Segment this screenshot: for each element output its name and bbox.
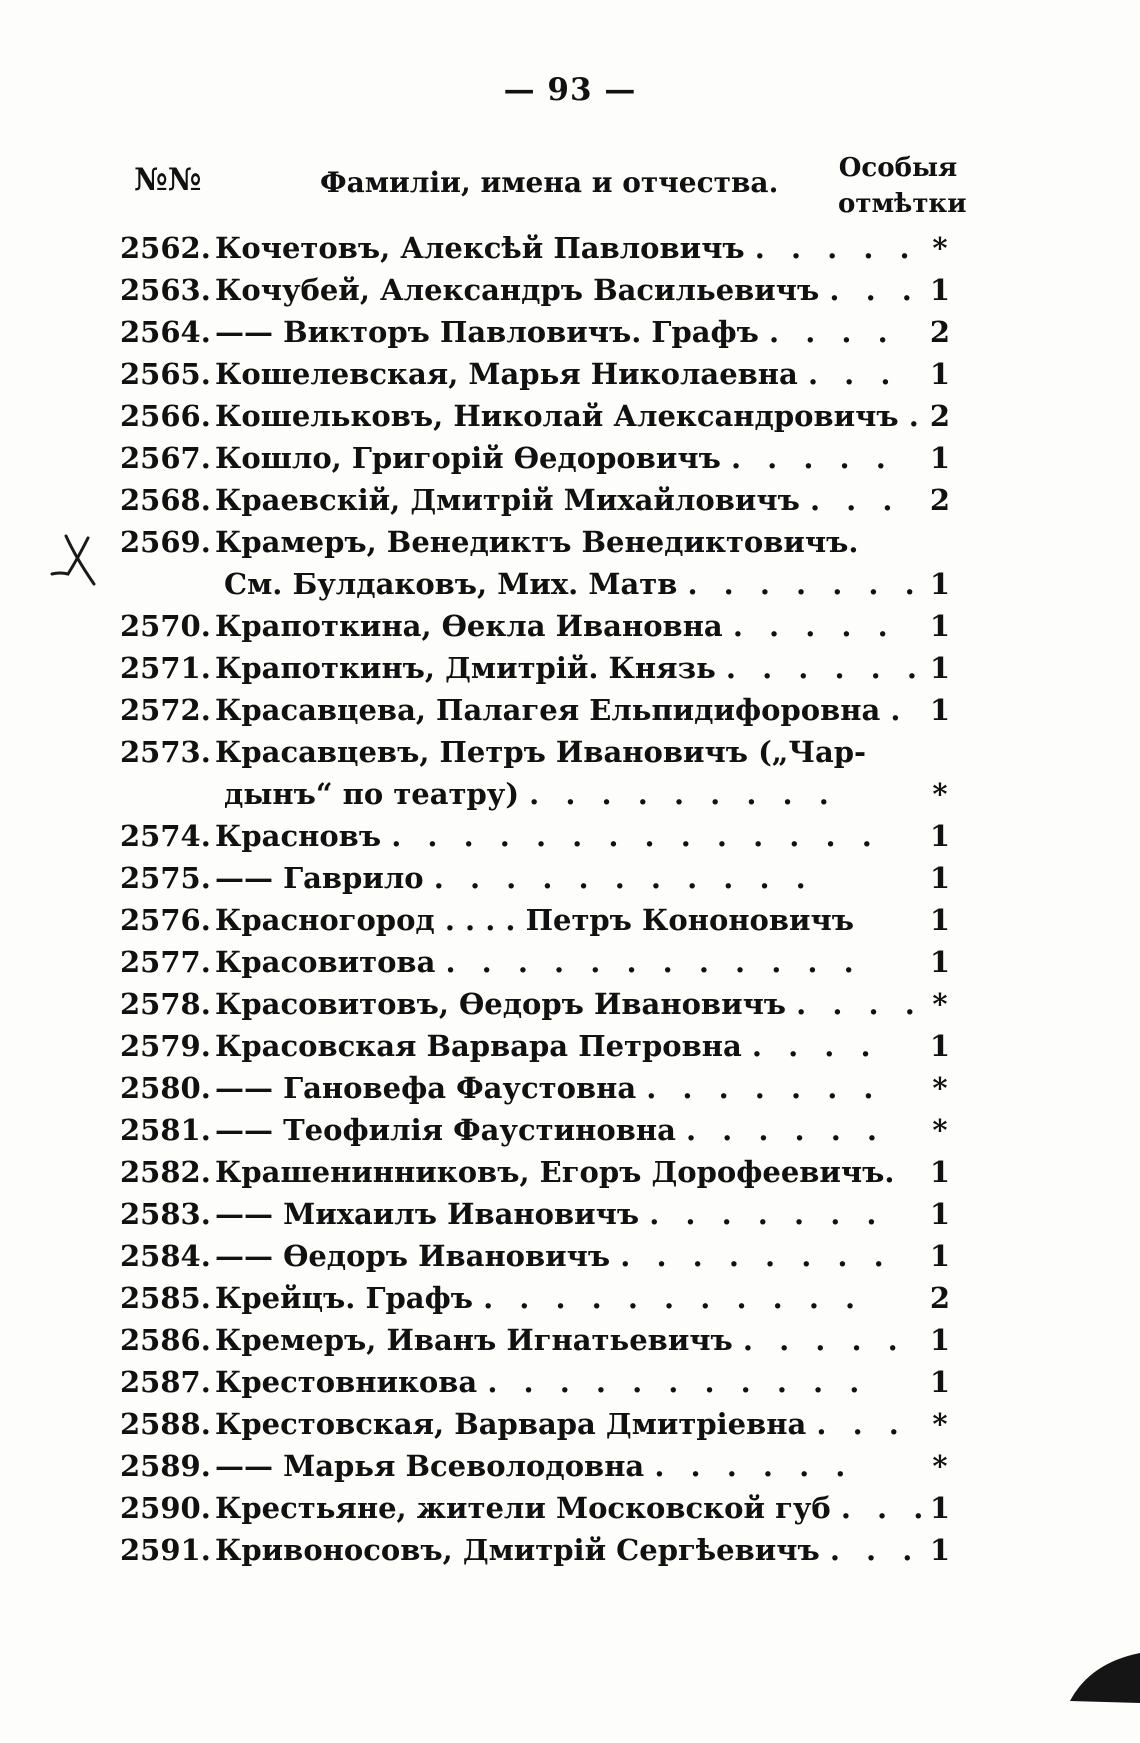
entry-number: 2570. <box>120 609 211 643</box>
entry-number: 2584. <box>120 1239 211 1273</box>
entry-name <box>215 1193 905 1235</box>
list-item <box>120 395 960 437</box>
entry-name <box>215 1151 905 1193</box>
entry-number: 2567. <box>120 441 211 475</box>
entry-mark: 2 <box>929 1281 951 1315</box>
entry-name <box>215 815 905 857</box>
page-number: — 93 — <box>503 72 637 108</box>
list-item <box>120 1529 960 1571</box>
entry-number: 2568. <box>120 483 211 517</box>
entry-number: 2572. <box>120 693 211 727</box>
list-item <box>120 983 960 1025</box>
entry-name <box>215 1067 905 1109</box>
entry-number: 2588. <box>120 1407 211 1441</box>
entry-name-text: Крамеръ, Венедиктъ Венедиктовичъ. <box>215 525 859 559</box>
entry-name-text: Красавцевъ, Петръ Ивановичъ („Чар- <box>215 735 867 769</box>
entry-mark: 1 <box>929 861 951 895</box>
dot-leader: . . . . . . . <box>649 1197 885 1231</box>
list-item <box>120 1193 960 1235</box>
entry-number: 2580. <box>120 1071 211 1105</box>
entry-name <box>215 1445 905 1487</box>
entry-name-text: Красновъ <box>215 819 382 853</box>
list-item <box>120 353 960 395</box>
dot-leader: . . . <box>840 1491 932 1525</box>
dot-leader: . . . . . . . . . . . . <box>445 945 862 979</box>
entry-mark: 1 <box>929 609 951 643</box>
column-header-number: №№ <box>134 162 202 198</box>
dot-leader: . . . . . . <box>654 1449 854 1483</box>
entry-name <box>215 899 905 941</box>
entry-mark: 1 <box>929 693 951 727</box>
entry-mark: 1 <box>929 273 951 307</box>
list-item <box>120 1067 960 1109</box>
entry-name-text: Кошельковъ, Николай Александровичъ <box>215 399 899 433</box>
dot-leader: . . . . . <box>730 441 894 475</box>
entry-name-text: Красовитовъ, Өедоръ Ивановичъ <box>215 987 787 1021</box>
list-item <box>120 1487 960 1529</box>
entry-mark: * <box>932 777 948 811</box>
entry-name-text: Краевскій, Дмитрій Михайловичъ <box>215 483 800 517</box>
list-item <box>120 899 960 941</box>
ink-blot-icon <box>1060 1643 1140 1703</box>
dot-leader: . . . . . . . . . . . <box>433 861 814 895</box>
entry-name <box>215 227 918 269</box>
dot-leader: . . . <box>816 1407 907 1441</box>
dot-leader: . . . . . . . . <box>620 1239 892 1273</box>
dot-leader: . <box>908 399 927 433</box>
column-header-marks-line2: отмѣтки <box>838 189 967 219</box>
entry-mark: 1 <box>929 1239 951 1273</box>
list-item <box>120 815 960 857</box>
entry-name-text: —— Теофилія Фаустиновна <box>215 1113 676 1147</box>
dot-leader: . . . . <box>796 987 923 1021</box>
entry-number: 2591. <box>120 1533 211 1567</box>
entry-name-text: дынъ“ по театру) <box>224 777 520 811</box>
entry-name <box>215 941 905 983</box>
entry-number: 2579. <box>120 1029 211 1063</box>
list-item <box>120 1235 960 1277</box>
entry-name-text: См. Булдаковъ, Мих. Матв <box>224 567 678 601</box>
list-item <box>120 857 960 899</box>
entry-number: 2587. <box>120 1365 211 1399</box>
dot-leader: . . . <box>829 1533 921 1567</box>
dot-leader: . . . . . . . <box>687 567 923 601</box>
entry-name <box>215 1277 905 1319</box>
dot-leader: . . . . . . . . . <box>529 777 837 811</box>
entry-name <box>224 773 914 815</box>
entry-mark: 2 <box>929 399 951 433</box>
entry-name <box>215 395 927 437</box>
entry-name <box>215 1487 932 1529</box>
dot-leader: . . . . . . . <box>646 1071 882 1105</box>
entry-number: 2577. <box>120 945 211 979</box>
list-item <box>120 1403 960 1445</box>
entry-mark: 1 <box>929 1533 951 1567</box>
column-header-names: Фамиліи, имена и отчества. <box>320 166 779 199</box>
entry-mark: 1 <box>929 567 951 601</box>
entry-name <box>215 1025 905 1067</box>
list-item <box>120 731 960 773</box>
entry-name-text: Крестовникова <box>215 1365 478 1399</box>
entry-name-text: —— Гаврило <box>215 861 424 895</box>
entry-name-text: Крестьяне, жители Московской губ <box>215 1491 831 1525</box>
entry-number: 2573. <box>120 735 211 769</box>
entry-mark: * <box>932 1113 948 1147</box>
column-header-marks-line1: Особыя <box>838 153 958 183</box>
entry-name <box>215 605 905 647</box>
entry-name <box>215 269 920 311</box>
dot-leader: . . . . . . . . . . . <box>487 1365 868 1399</box>
dot-leader: . . . <box>809 483 901 517</box>
list-item <box>120 1445 960 1487</box>
entry-name-text: Кошло, Григорій Өедоровичъ <box>215 441 721 475</box>
entry-name <box>215 311 905 353</box>
entry-name-text: Крапоткинъ, Дмитрій. Князь <box>215 651 716 685</box>
entry-name <box>215 1319 905 1361</box>
entry-name-text: Кочубей, Александръ Васильевичъ <box>215 273 820 307</box>
entry-number: 2569. <box>120 525 211 559</box>
list-item <box>120 1319 960 1361</box>
dot-leader: . . . . . . . . . . . . . . <box>391 819 880 853</box>
list-item <box>120 1109 960 1151</box>
entry-number: 2574. <box>120 819 211 853</box>
entry-name-text: Красавцева, Палагея Ельпидифоровна <box>215 693 881 727</box>
entry-name-text: Кремеръ, Иванъ Игнатьевичъ <box>215 1323 733 1357</box>
entry-mark: 1 <box>929 1155 951 1189</box>
entry-name-text: Красногород . . . . Петръ Кононовичъ <box>215 903 855 937</box>
entry-name-text: Крейцъ. Графъ <box>215 1281 473 1315</box>
entry-number: 2581. <box>120 1113 211 1147</box>
entry-name <box>215 983 923 1025</box>
entry-name-text: Крестовская, Варвара Дмитріевна <box>215 1407 807 1441</box>
entry-name <box>215 521 905 563</box>
list-item <box>120 269 960 311</box>
dot-leader: . . . . . . <box>685 1113 886 1147</box>
list-item <box>120 311 960 353</box>
dot-leader: . . . . <box>751 1029 879 1063</box>
list-item <box>120 647 960 689</box>
dot-leader: . <box>890 693 909 727</box>
entry-name <box>215 1403 905 1445</box>
entry-number: 2563. <box>120 273 211 307</box>
entry-number: 2571. <box>120 651 211 685</box>
entry-mark: * <box>932 1449 948 1483</box>
entry-name <box>215 731 905 773</box>
entry-name <box>215 857 905 899</box>
entry-name-text: —— Өедоръ Ивановичъ <box>215 1239 611 1273</box>
entry-mark: 1 <box>929 1323 951 1357</box>
entry-name-text: Кривоносовъ, Дмитрій Сергѣевичъ <box>215 1533 820 1567</box>
entry-mark: * <box>932 1071 948 1105</box>
dot-leader: . . . . . <box>742 1323 906 1357</box>
list-item <box>120 227 960 269</box>
entry-name-text: Кочетовъ, Алексѣй Павловичъ <box>215 231 745 265</box>
dot-leader: . . . . . . . . . . . <box>483 1281 864 1315</box>
entry-name-text: Кошелевская, Марья Николаевна <box>215 357 798 391</box>
entry-mark: 1 <box>929 441 951 475</box>
entry-number: 2565. <box>120 357 211 391</box>
entry-number: 2585. <box>120 1281 211 1315</box>
list-item <box>120 941 960 983</box>
entry-name <box>215 479 905 521</box>
dot-leader: . . . . . <box>754 231 918 265</box>
entry-mark: 1 <box>929 903 951 937</box>
entry-number: 2576. <box>120 903 211 937</box>
entry-number: 2590. <box>120 1491 211 1525</box>
list-item <box>120 1361 960 1403</box>
entry-mark: 1 <box>929 651 951 685</box>
entry-mark: 1 <box>929 357 951 391</box>
column-header-marks <box>838 150 967 222</box>
dot-leader: . . . . <box>769 315 896 349</box>
dot-leader: . . . <box>829 273 920 307</box>
entry-mark: 1 <box>929 1365 951 1399</box>
list-item <box>120 437 960 479</box>
entry-mark: 1 <box>929 819 951 853</box>
list-item <box>120 563 960 605</box>
entry-name <box>215 1109 905 1151</box>
list-item <box>120 521 960 563</box>
entry-number: 2582. <box>120 1155 211 1189</box>
entry-mark: 1 <box>929 1491 951 1525</box>
entry-name <box>215 1361 905 1403</box>
list-item <box>120 773 960 815</box>
entry-number: 2575. <box>120 861 211 895</box>
entry-name <box>215 1235 905 1277</box>
entry-name <box>215 437 905 479</box>
entry-name <box>215 647 925 689</box>
entry-mark: 1 <box>929 945 951 979</box>
list-item <box>120 1025 960 1067</box>
entry-number: 2564. <box>120 315 211 349</box>
dot-leader: . . . . . . <box>725 651 925 685</box>
entry-number: 2583. <box>120 1197 211 1231</box>
handwritten-x-icon <box>48 528 108 588</box>
entry-name-text: Красовская Варвара Петровна <box>215 1029 742 1063</box>
entry-name-text: —— Гановефа Фаустовна <box>215 1071 637 1105</box>
entry-number: 2562. <box>120 231 211 265</box>
entry-name-text: Красовитова <box>215 945 436 979</box>
entry-name-text: —— Викторъ Павловичъ. Графъ <box>215 315 759 349</box>
list-item <box>120 605 960 647</box>
entry-name <box>215 689 909 731</box>
dot-leader: . . . <box>807 357 899 391</box>
list-item <box>120 1151 960 1193</box>
dot-leader: . . . . . <box>732 609 896 643</box>
list-item <box>120 689 960 731</box>
entry-name <box>224 563 923 605</box>
entry-mark: * <box>932 987 948 1021</box>
list-item <box>120 479 960 521</box>
entry-name <box>215 353 905 395</box>
entry-name-text: Крапоткина, Өекла Ивановна <box>215 609 723 643</box>
entry-number: 2589. <box>120 1449 211 1483</box>
entry-number: 2578. <box>120 987 211 1021</box>
entry-mark: * <box>932 1407 948 1441</box>
entry-mark: * <box>932 231 948 265</box>
entry-mark: 1 <box>929 1197 951 1231</box>
list-item <box>120 1277 960 1319</box>
entry-mark: 1 <box>929 1029 951 1063</box>
entry-name-text: Крашенинниковъ, Егоръ Дорофеевичъ. <box>215 1155 895 1189</box>
entry-name-text: —— Марья Всеволодовна <box>215 1449 645 1483</box>
entry-name-text: —— Михаилъ Ивановичъ <box>215 1197 640 1231</box>
entry-mark: 2 <box>929 483 951 517</box>
entry-number: 2586. <box>120 1323 211 1357</box>
register-entries <box>120 227 960 1571</box>
entry-number: 2566. <box>120 399 211 433</box>
entry-mark: 2 <box>929 315 951 349</box>
entry-name <box>215 1529 921 1571</box>
